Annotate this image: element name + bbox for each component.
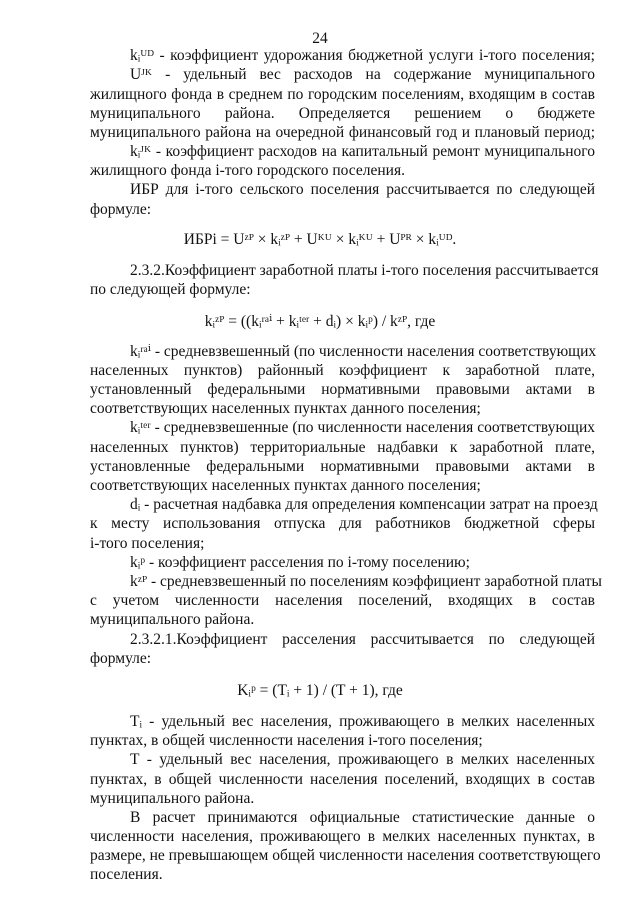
text-line: kᵢʳᵃⁱ - средневзвешенный (по численности населения соответствующих xyxy=(130,343,597,360)
text-line: населенных пунктов) районный коэффициент к заработной плате, xyxy=(90,362,595,379)
text-line: соответствующих населенных пунктах данного поселения; xyxy=(90,400,481,417)
formula-kzp: kᵢᶻᴾ = ((kᵢʳᵃⁱ + kᵢᵗᵉʳ + dᵢ) × kᵢᵖ) / kᶻᴾ, где xyxy=(204,313,436,330)
text-line: i-того поселения; xyxy=(90,535,205,552)
text-line: жилищного фонда в среднем по городским поселениям, входящим в состав xyxy=(90,86,595,103)
text-line: формуле: xyxy=(90,650,152,667)
text-line: по следующей формуле: xyxy=(90,281,251,298)
text-line: формуле: xyxy=(90,201,152,218)
formula-kp: Kᵢᵖ = (Tᵢ + 1) / (T + 1), где xyxy=(237,682,403,699)
text-line: численности населения, проживающего в мелких населенных пунктах, в xyxy=(90,828,595,845)
text-line: Tᵢ - удельный вес населения, проживающего в мелких населенных xyxy=(130,713,595,730)
text-line: kᵢᴶᴷ - коэффициент расходов на капитальный ремонт муниципального xyxy=(130,143,595,160)
text-line: с учетом численности населения поселений, входящих в состав xyxy=(90,592,595,609)
text-line: 2.3.2.Коэффициент заработной платы i-того поселения рассчитывается xyxy=(130,262,599,279)
text-line: kᶻᴾ - средневзвешенный по поселениям коэффициент заработной платы xyxy=(130,573,602,590)
page-number: 24 xyxy=(312,30,328,47)
text-line: kᵢᵗᵉʳ - средневзвешенные (по численности населения соответствующих xyxy=(130,419,595,436)
text-line: муниципального района. xyxy=(90,790,255,807)
text-line: В расчет принимаются официальные статистические данные о xyxy=(130,809,595,826)
text-line: муниципального района. xyxy=(90,611,255,628)
text-line: жилищного фонда i-того городского поселения. xyxy=(90,162,405,179)
text-line: kᵢᵁᴰ - коэффициент удорожания бюджетной услуги i-того поселения; xyxy=(130,47,595,64)
text-line: пунктах, в общей численности населения i-того поселения; xyxy=(90,732,483,749)
text-line: Uᴶᴷ - удельный вес расходов на содержание муниципального xyxy=(130,66,595,83)
text-line: муниципального района. Определяется решением о бюджете xyxy=(90,105,595,122)
text-line: поселения. xyxy=(90,866,163,883)
text-line: населенных пунктов) территориальные надбавки к заработной плате, xyxy=(90,439,595,456)
text-line: установленный федеральными нормативными правовыми актами в xyxy=(90,381,595,398)
text-line: пунктах, в общей численности населения поселений, входящих в состав xyxy=(90,771,595,788)
text-line: kᵢᵖ - коэффициент расселения по i-тому поселению; xyxy=(130,554,470,571)
text-line: T - удельный вес населения, проживающего в мелких населенных xyxy=(130,751,595,768)
text-line: ИБР для i-того сельского поселения рассчитывается по следующей xyxy=(130,181,595,198)
text-line: размере, не превышающем общей численности населения соответствующего xyxy=(90,847,601,864)
text-line: муниципального района на очередной финансовый год и плановый период; xyxy=(90,124,595,141)
text-line: dᵢ - расчетная надбавка для определения компенсации затрат на проезд xyxy=(130,496,598,513)
text-line: соответствующих населенных пунктах данного поселения; xyxy=(90,477,481,494)
text-line: 2.3.2.1.Коэффициент расселения рассчитывается по следующей xyxy=(130,631,595,648)
text-line: к месту использования отпуска для работников бюджетной сферы xyxy=(90,515,595,532)
text-line: установленные федеральными нормативными правовыми актами в xyxy=(90,458,595,475)
formula-ibr: ИБРi = Uᶻᴾ × kᵢᶻᴾ + Uᴷᵁ × kᵢᴷᵁ + Uᴾᴿ × kᵢᵁᴰ. xyxy=(183,231,457,248)
